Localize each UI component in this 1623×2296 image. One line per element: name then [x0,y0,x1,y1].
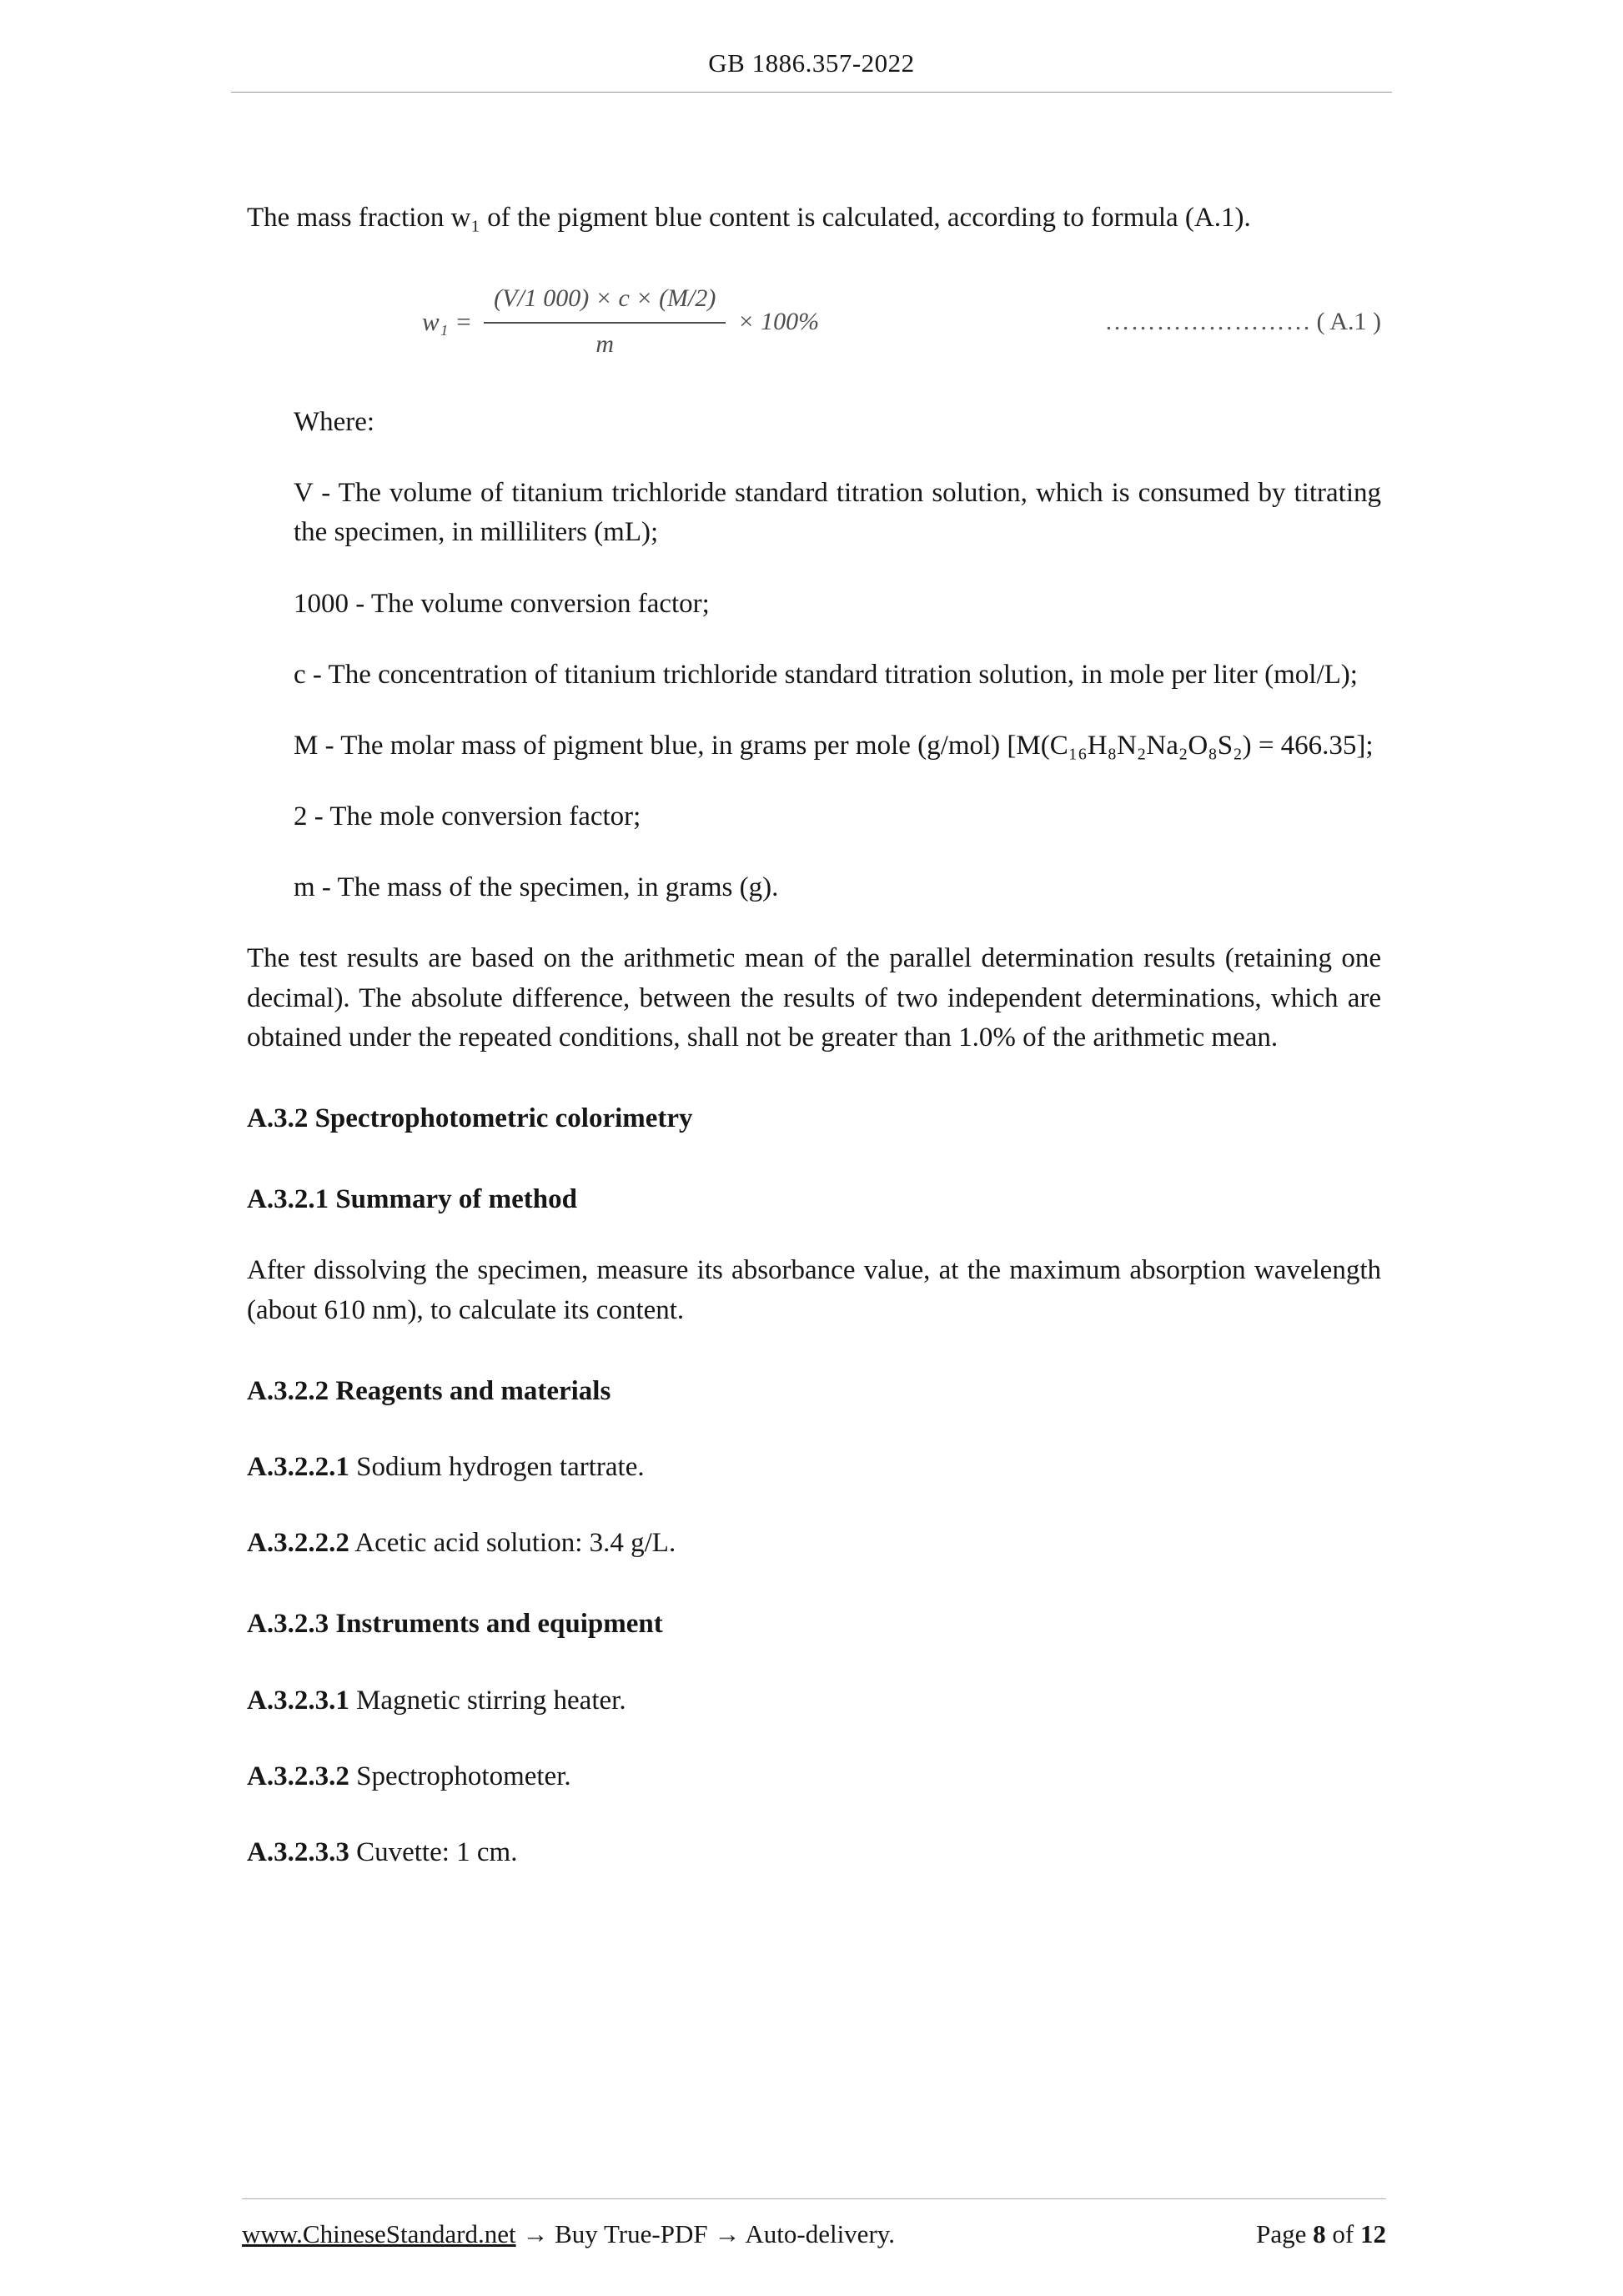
clause-number: A.3.2.3.3 [247,1836,349,1867]
clause-number: A.3.2.2.2 [247,1528,349,1559]
formula-block [247,281,1381,363]
definition-item: V - The volume of titanium trichloride standard titration solution, which is consumed by titrating the specimen, in milliliters (mL); [294,478,1381,548]
page-number: 8 [1313,2219,1326,2248]
formula-numerator: (V/1 000) × c × (M/2) [484,281,726,324]
section-a3-2-1-paragraph: After dissolving the specimen, measure its absorbance value, at the maximum absorption wavelength (about 610 nm), to calculate its content. [247,1255,1381,1325]
page-total: 12 [1360,2219,1386,2248]
section-heading-a3-2-3: A.3.2.3 Instruments and equipment [247,1609,663,1640]
clause-number: A.3.2.2.1 [247,1451,349,1482]
definitions-block [294,403,1381,908]
clause-text: Sodium hydrogen tartrate. [356,1451,645,1482]
page-label: Page [1256,2219,1307,2248]
where-label: Where: [294,406,375,437]
document-body [247,198,1381,1872]
page-indicator [1256,2219,1386,2249]
formula-fraction [484,281,726,363]
page-header [231,48,1392,93]
results-paragraph: The test results are based on the arithmetic mean of the parallel determination results (retaining one decimal). The absolute difference, between the results of two independent determinations, which are obtained under the repeated conditions, shall not be greater than 1.0% of the arithmetic mean. [247,943,1381,1053]
clause-text: Magnetic stirring heater. [356,1685,626,1716]
clause-text: Spectrophotometer. [356,1761,571,1791]
intro-paragraph: The mass fraction w₁ of the pigment blue content is calculated, according to formula (A.1). [247,203,1251,233]
footer-website-link[interactable]: www.ChineseStandard.net [242,2219,516,2248]
definition-item: 2 - The mole conversion factor; [294,801,641,832]
formula-leader-dots: …………………… [1104,307,1312,335]
clause-a3-2-2-1 [247,1448,1381,1487]
clause-a3-2-3-2 [247,1757,1381,1796]
section-heading-a3-2: A.3.2 Spectrophotometric colorimetry [247,1103,693,1134]
clause-a3-2-2-2 [247,1524,1381,1563]
clause-text: Cuvette: 1 cm. [356,1836,518,1867]
footer-tagline: → Buy True-PDF → Auto-delivery. [522,2219,895,2248]
definition-item: M - The molar mass of pigment blue, in grams per mole (g/mol) [M(C₁₆H₈N₂Na₂O₈S₂) = 466.35]; [294,730,1374,761]
definition-item: 1000 - The volume conversion factor; [294,588,710,619]
clause-number: A.3.2.3.1 [247,1685,349,1716]
clause-a3-2-3-1 [247,1681,1381,1721]
section-heading-a3-2-1: A.3.2.1 Summary of method [247,1184,577,1215]
clause-a3-2-3-3 [247,1833,1381,1872]
page-footer [242,2198,1386,2249]
header-title: GB 1886.357-2022 [708,48,915,78]
page-of-label: of [1332,2219,1354,2248]
formula-lhs: w₁ = [422,306,473,336]
definition-item: m - The mass of the specimen, in grams (g). [294,872,779,903]
formula-denominator: m [595,330,615,359]
clause-text: Acetic acid solution: 3.4 g/L. [354,1528,676,1559]
formula-equation-number: ( A.1 ) [1316,307,1381,335]
footer-source [242,2219,895,2249]
definition-item: c - The concentration of titanium trichloride standard titration solution, in mole per liter (mol/L); [294,659,1358,690]
formula-multiplier: × 100% [737,307,820,335]
section-heading-a3-2-2: A.3.2.2 Reagents and materials [247,1375,611,1406]
clause-number: A.3.2.3.2 [247,1761,349,1791]
